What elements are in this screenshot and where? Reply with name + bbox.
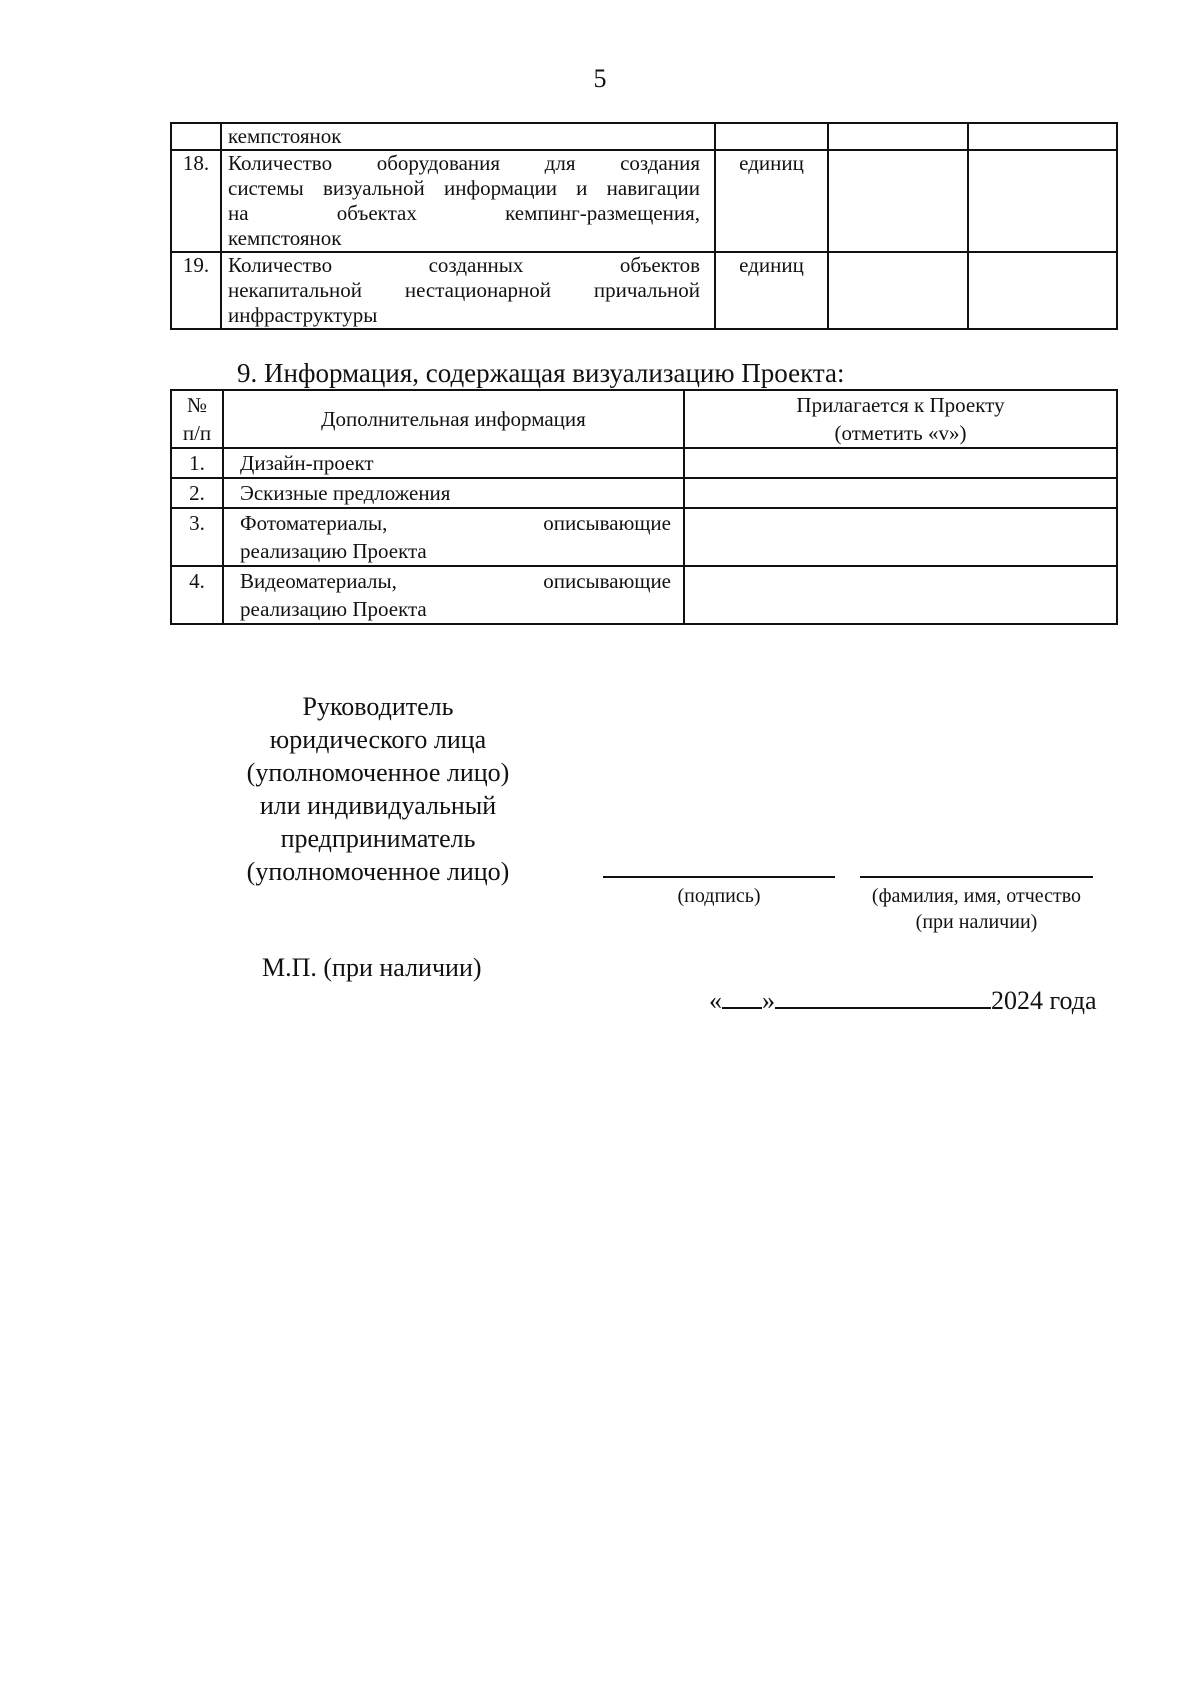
- indicator-row: [171, 252, 1117, 329]
- date-day-blank[interactable]: [722, 985, 762, 1009]
- indicator-value-cell[interactable]: [968, 150, 1117, 252]
- indicator-unit: [715, 123, 828, 150]
- visualisation-description: [223, 508, 684, 566]
- header-attached-line: (отметить «v»): [834, 421, 967, 445]
- visualisation-description-line: реализацию Проекта: [240, 597, 427, 621]
- date-line: [709, 985, 1097, 1017]
- visualisation-attached-cell[interactable]: [684, 448, 1117, 478]
- indicator-row: [171, 123, 1117, 150]
- indicator-description: [221, 150, 715, 252]
- signer-line: предприниматель: [280, 824, 476, 853]
- header-number-line: №: [186, 393, 208, 417]
- indicator-unit: единиц: [715, 150, 828, 252]
- signer-title: [228, 690, 528, 888]
- visualisation-number: 2.: [171, 478, 223, 508]
- indicator-number: 19.: [171, 252, 221, 329]
- indicator-description-line: инфраструктуры: [228, 303, 378, 327]
- header-attached-line: Прилагается к Проекту: [796, 393, 1005, 417]
- visualisation-row: [171, 508, 1117, 566]
- signer-line: (уполномоченное лицо): [246, 758, 510, 787]
- visualisation-description-line: реализацию Проекта: [240, 539, 427, 563]
- visualisation-number: 4.: [171, 566, 223, 624]
- indicator-number: 18.: [171, 150, 221, 252]
- visualisation-description: [223, 448, 684, 478]
- visualisation-attached-cell[interactable]: [684, 508, 1117, 566]
- signer-line: или индивидуальный: [259, 791, 497, 820]
- indicator-row: [171, 150, 1117, 252]
- indicator-description-line: на объектах кемпинг-размещения,: [228, 201, 700, 225]
- header-number-line: п/п: [182, 421, 212, 445]
- indicator-description-line: кемпстоянок: [228, 226, 342, 250]
- visualisation-table-header-row: [171, 390, 1117, 448]
- visualisation-description-line: Видеоматериалы, описывающие: [240, 569, 671, 593]
- indicator-description: [221, 123, 715, 150]
- visualisation-table-body: [171, 448, 1117, 624]
- indicator-value-cell[interactable]: [828, 123, 968, 150]
- indicator-value-cell[interactable]: [828, 150, 968, 252]
- full-name-caption-line: (фамилия, имя, отчество: [871, 885, 1082, 907]
- indicator-value-cell[interactable]: [828, 252, 968, 329]
- full-name-caption: [840, 883, 1113, 935]
- indicator-description: [221, 252, 715, 329]
- visualisation-attached-cell[interactable]: [684, 478, 1117, 508]
- indicator-description-line: кемпстоянок: [228, 124, 342, 148]
- signer-line: (уполномоченное лицо): [246, 857, 510, 886]
- header-number-cell: [171, 390, 223, 448]
- full-name-line[interactable]: [860, 876, 1093, 878]
- indicator-number: [171, 123, 221, 150]
- visualisation-number: 3.: [171, 508, 223, 566]
- date-close-quote: »: [762, 986, 775, 1015]
- signature-line[interactable]: [603, 876, 835, 878]
- indicator-description-line: некапитальной нестационарной причальной: [228, 278, 700, 302]
- date-month-blank[interactable]: [775, 985, 991, 1009]
- indicator-description-line: системы визуальной информации и навигации: [228, 176, 700, 200]
- visualisation-attached-cell[interactable]: [684, 566, 1117, 624]
- visualisation-description: [223, 566, 684, 624]
- visualisation-row: [171, 478, 1117, 508]
- header-info-cell: Дополнительная информация: [223, 390, 684, 448]
- indicator-unit: единиц: [715, 252, 828, 329]
- full-name-caption-line: (при наличии): [915, 911, 1038, 933]
- visualisation-row: [171, 566, 1117, 624]
- visualisation-description-line: Фотоматериалы, описывающие: [240, 511, 671, 535]
- page-number: 5: [593, 64, 607, 93]
- indicator-value-cell[interactable]: [968, 123, 1117, 150]
- visualisation-row: [171, 448, 1117, 478]
- visualisation-table: [170, 389, 1118, 625]
- indicator-description-line: Количество созданных объектов: [228, 253, 700, 277]
- indicators-table: [170, 122, 1118, 330]
- indicator-value-cell[interactable]: [968, 252, 1117, 329]
- signer-line: Руководитель: [302, 692, 454, 721]
- visualisation-number: 1.: [171, 448, 223, 478]
- indicator-description-line: Количество оборудования для создания: [228, 151, 700, 175]
- header-attached-cell: [684, 390, 1117, 448]
- visualisation-description: [223, 478, 684, 508]
- visualisation-description-line: Дизайн-проект: [240, 451, 374, 475]
- indicators-table-body: [171, 123, 1117, 329]
- date-year-text: 2024 года: [991, 986, 1097, 1015]
- date-open-quote: «: [709, 986, 722, 1015]
- stamp-label: М.П. (при наличии): [262, 953, 482, 982]
- signer-line: юридического лица: [269, 725, 487, 754]
- visualisation-description-line: Эскизные предложения: [240, 481, 451, 505]
- signature-caption: (подпись): [677, 885, 761, 907]
- section-9-heading: 9. Информация, содержащая визуализацию Проекта:: [237, 358, 845, 388]
